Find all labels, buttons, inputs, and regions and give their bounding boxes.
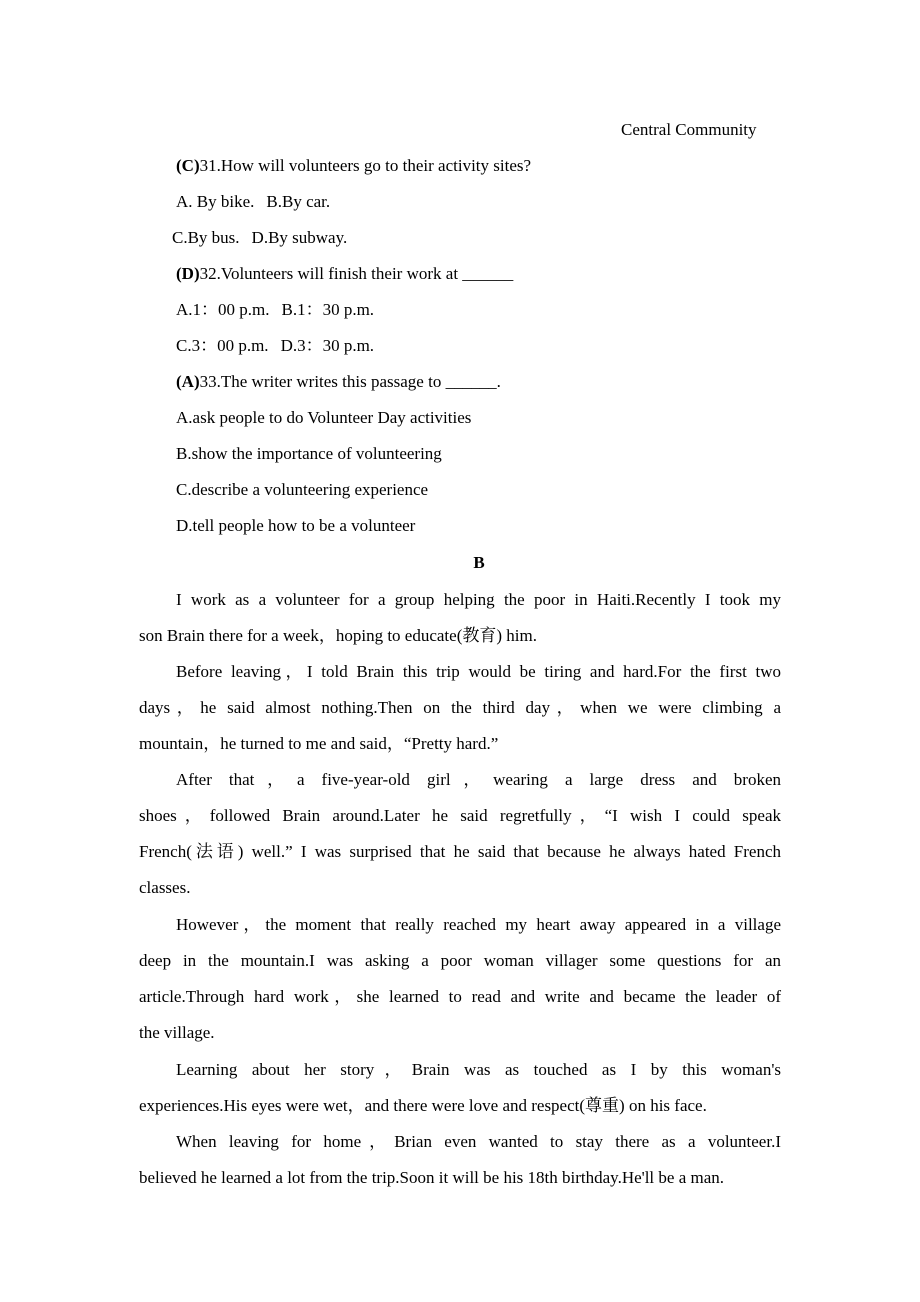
option-33-c: C.describe a volunteering experience [176,480,429,499]
option-32-a: A.1：00 p.m. [176,300,270,319]
passage-line: However，the moment that really reached my heart away appeared in a village [176,915,781,934]
options-32-row2 [176,334,374,358]
option-32-b: B.1：30 p.m. [281,300,375,319]
options-31-row1 [176,190,330,214]
passage-line: days，he said almost nothing.Then on the third day，when we were climbing a [139,698,781,717]
passage-line: experiences.His eyes were wet，and there were love and respect(尊重) on his face. [139,1096,707,1115]
passage-line: the village. [139,1023,215,1042]
stem-33: 33.The writer writes this passage to ______. [199,372,501,391]
passage-line: mountain，he turned to me and said，“Pretty hard.” [139,734,499,753]
option-33-a: A.ask people to do Volunteer Day activities [176,408,472,427]
passage-line: shoes，followed Brain around.Later he said regretfully，“I wish I could speak [139,806,781,825]
passage-line: son Brain there for a week，hoping to educate(教育) him. [139,626,537,645]
option-31-b: B.By car. [266,192,331,211]
section-title: B [473,553,485,572]
question-33 [176,370,501,394]
passage-line: Before leaving，I told Brain this trip would be tiring and hard.For the first two [176,662,781,681]
stem-31: 31.How will volunteers go to their activity sites? [199,156,532,175]
passage-line: After that，a five-year-old girl，wearing a large dress and broken [176,770,781,789]
passage-line: deep in the mountain.I was asking a poor woman villager some questions for an [139,951,781,970]
passage-line: I work as a volunteer for a group helping the poor in Haiti.Recently I took my [176,590,781,609]
option-31-d: D.By subway. [251,228,348,247]
question-32 [176,262,513,286]
passage-line: French(法语) well.” I was surprised that he said that because he always hated French [139,842,781,861]
passage-line: When leaving for home，Brian even wanted to stay there as a volunteer.I [176,1132,781,1151]
passage-line: classes. [139,878,191,897]
answer-31: (C) [176,156,200,175]
option-31-c: C.By bus. [172,228,240,247]
option-31-a: A. By bike. [176,192,255,211]
stem-32: 32.Volunteers will finish their work at ______ [199,264,514,283]
options-32-row1 [176,298,374,322]
answer-33: (A) [176,372,200,391]
option-32-c: C.3：00 p.m. [176,336,269,355]
question-31 [176,154,531,178]
passage-line: article.Through hard work，she learned to read and write and became the leader of [139,987,781,1006]
answer-32: (D) [176,264,200,283]
community-header: Central Community [621,120,757,139]
option-32-d: D.3：30 p.m. [280,336,375,355]
option-33-d: D.tell people how to be a volunteer [176,516,416,535]
option-33-b: B.show the importance of volunteering [176,444,442,463]
passage-line: believed he learned a lot from the trip.Soon it will be his 18th birthday.He'll be a man. [139,1168,725,1187]
options-31-row2 [172,226,347,250]
passage-line: Learning about her story，Brain was as touched as I by this woman's [176,1060,781,1079]
